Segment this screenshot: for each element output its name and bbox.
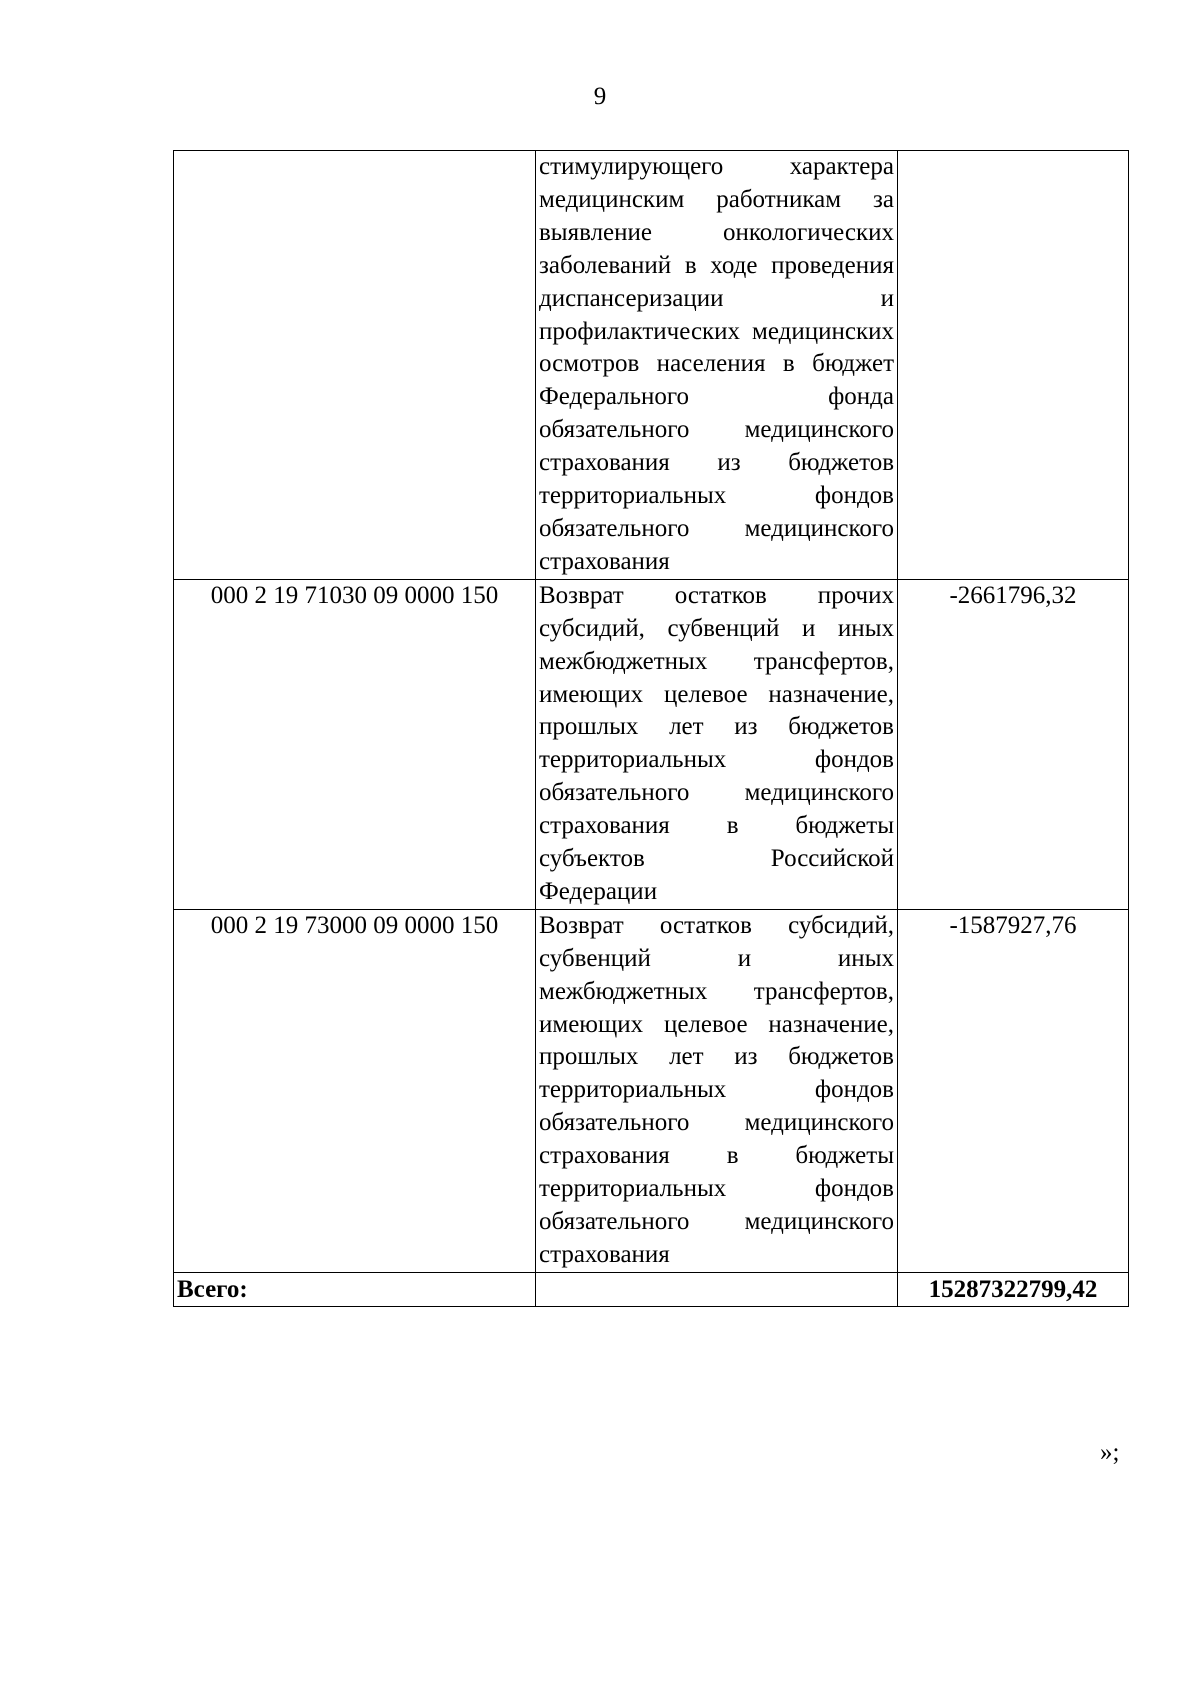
- table-row: [174, 909, 1129, 1272]
- page-number: 9: [593, 83, 607, 110]
- description-cell: Возврат остатков субсидий, субвенций и иных межбюджетных трансфертов, имеющих целевое назначение, прошлых лет из бюджетов территориальных фондов обязательного медицинского страхования в бюджеты территориальных фондов обязательного медицинского страхования: [536, 909, 898, 1272]
- total-row: [174, 1272, 1129, 1306]
- budget-code-cell: [174, 151, 536, 580]
- total-amount: 15287322799,42: [898, 1272, 1129, 1306]
- total-label: Всего:: [174, 1272, 536, 1306]
- description-cell: стимулирующего характера медицинским работникам за выявление онкологических заболеваний в ходе проведения диспансеризации и профилактических медицинских осмотров населения в бюджет Федерального фонда обязательного медицинского страхования из бюджетов территориальных фондов обязательного медицинского страхования: [536, 151, 898, 580]
- table-row: [174, 151, 1129, 580]
- amount-cell: [898, 151, 1129, 580]
- budget-code-cell: 000 2 19 73000 09 0000 150: [174, 909, 536, 1272]
- amount-cell: -1587927,76: [898, 909, 1129, 1272]
- budget-code-cell: 000 2 19 71030 09 0000 150: [174, 579, 536, 909]
- description-cell: Возврат остатков прочих субсидий, субвенций и иных межбюджетных трансфертов, имеющих целевое назначение, прошлых лет из бюджетов территориальных фондов обязательного медицинского страхования в бюджеты субъектов Российской Федерации: [536, 579, 898, 909]
- revenue-table: [173, 150, 1129, 1307]
- closing-quote-mark: »;: [1100, 1439, 1120, 1466]
- table-row: [174, 579, 1129, 909]
- total-description-cell: [536, 1272, 898, 1306]
- amount-cell: -2661796,32: [898, 579, 1129, 909]
